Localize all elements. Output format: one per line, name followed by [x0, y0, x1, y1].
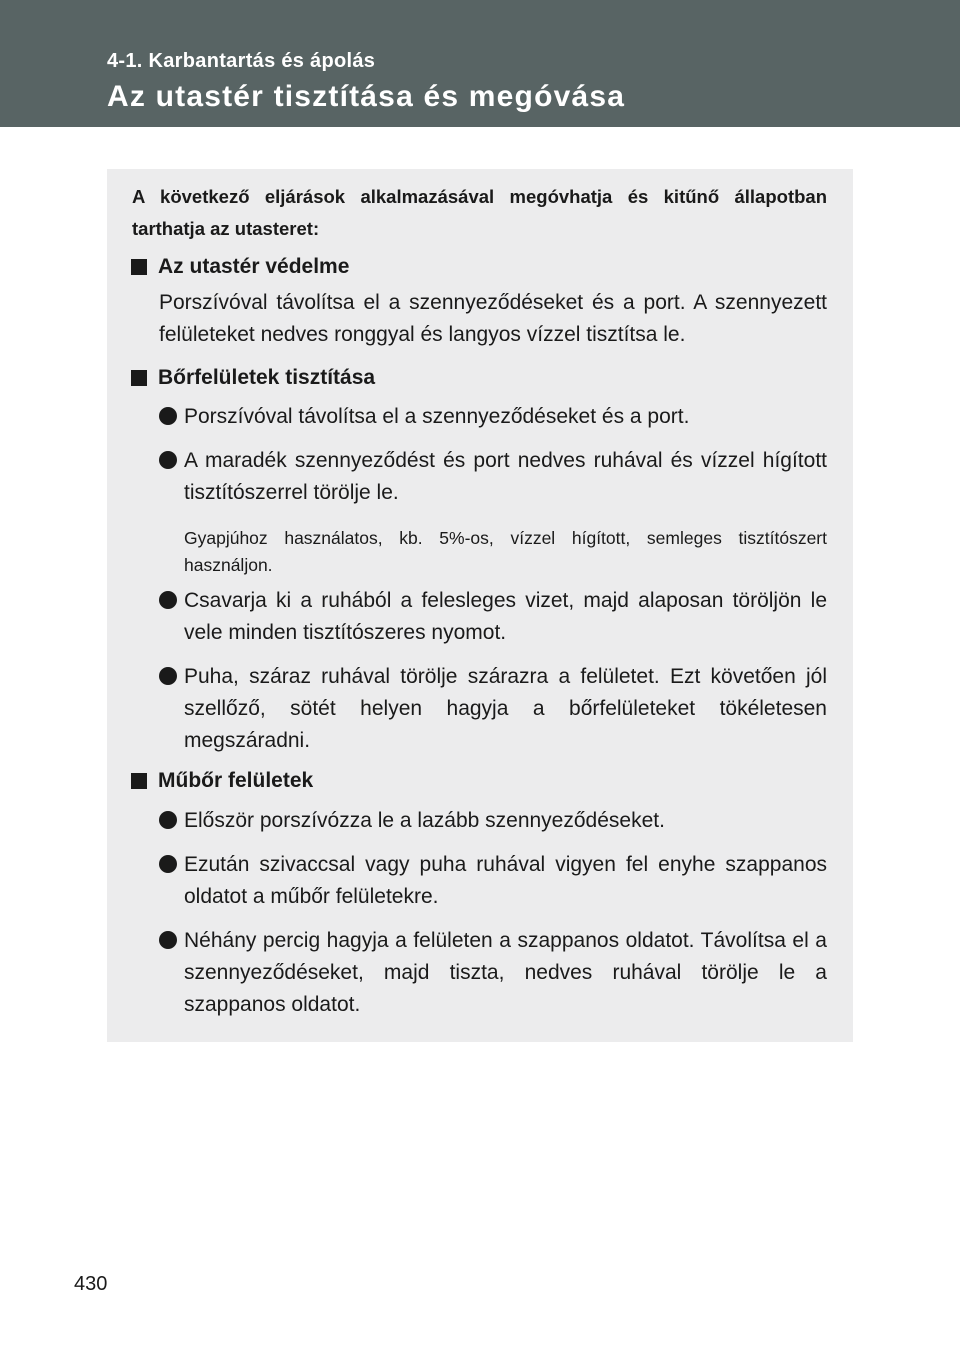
- square-bullet-icon: [131, 259, 147, 275]
- note-text: Gyapjúhoz használatos, kb. 5%-os, vízzel hígított, semleges tisztítószert használjon.: [184, 528, 827, 575]
- page-header: [0, 0, 960, 127]
- list-item-text: Puha, száraz ruhával törölje szárazra a felületet. Ezt követően jól szellőző, sötét helyen hagyja a bőrfelületeket tökéletesen megszáradni.: [184, 665, 827, 752]
- section-heading: [131, 366, 375, 390]
- list-item: [159, 805, 827, 837]
- page-title: Az utastér tisztítása és megóvása: [107, 80, 626, 113]
- list-item-text: A maradék szennyeződést és port nedves ruhával és vízzel hígított tisztítószerrel törölje le.: [184, 449, 827, 504]
- section-heading-text: Műbőr felületek: [158, 769, 314, 792]
- section-heading-text: Bőrfelületek tisztítása: [158, 366, 376, 389]
- round-bullet-icon: [159, 811, 177, 829]
- square-bullet-icon: [131, 773, 147, 789]
- list-item: [159, 849, 827, 913]
- content-panel: [107, 169, 853, 1042]
- list-item: [159, 661, 827, 757]
- list-item-text: Először porszívózza le a lazább szennyeződéseket.: [184, 809, 665, 832]
- round-bullet-icon: [159, 451, 177, 469]
- list-item-text: Csavarja ki a ruhából a felesleges vizet, majd alaposan töröljön le vele minden tisztítószeres nyomot.: [184, 589, 827, 644]
- list-item-text: Ezután szivaccsal vagy puha ruhával vigyen fel enyhe szappanos oldatot a műbőr felületekre.: [184, 853, 827, 908]
- intro-text: A következő eljárások alkalmazásával megóvhatja és kitűnő állapotban tarthatja az utasteret:: [132, 186, 827, 239]
- list-item: [159, 445, 827, 509]
- list-item-text: Porszívóval távolítsa el a szennyeződéseket és a port.: [184, 405, 690, 428]
- section-heading: [131, 769, 313, 793]
- section-label: 4-1. Karbantartás és ápolás: [107, 50, 376, 72]
- square-bullet-icon: [131, 370, 147, 386]
- list-item-text: Néhány percig hagyja a felületen a szappanos oldatot. Távolítsa el a szennyeződéseket, majd tiszta, nedves ruhával törölje le a szappanos oldatot.: [184, 929, 827, 1016]
- round-bullet-icon: [159, 855, 177, 873]
- round-bullet-icon: [159, 407, 177, 425]
- list-item: [159, 925, 827, 1021]
- round-bullet-icon: [159, 667, 177, 685]
- list-item: [159, 401, 827, 433]
- round-bullet-icon: [159, 591, 177, 609]
- page-number: 430: [74, 1273, 108, 1295]
- section-paragraph: Porszívóval távolítsa el a szennyeződéseket és a port. A szennyezett felületeket nedves ronggyal és langyos vízzel tisztítsa le.: [159, 291, 827, 346]
- section-heading: [131, 255, 349, 279]
- round-bullet-icon: [159, 931, 177, 949]
- section-heading-text: Az utastér védelme: [158, 255, 350, 278]
- list-item: [159, 585, 827, 649]
